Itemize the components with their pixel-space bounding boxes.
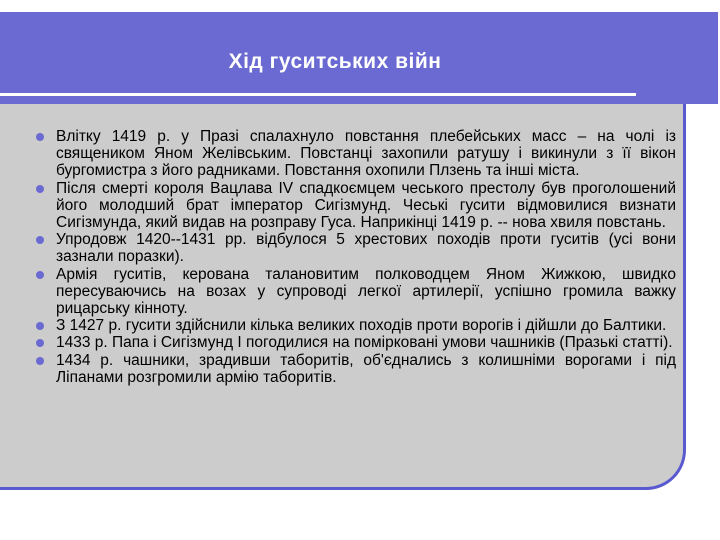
bullet-text: З 1427 р. гусити здійснили кілька великих походів проти ворогів і дійшли до Балтики. [56,317,667,335]
bullet-text: Упродовж 1420--1431 рр. відбулося 5 хрестових походів проти гуситів (усі вони зазнали поразки). [56,231,676,266]
slide-title: Хід гуситських війн [228,50,442,73]
bullet-text: 1434 р. чашники, зрадивши таборитів, об'єднались з колишніми ворогами і під Ліпанами розгромили армію таборитів. [56,351,676,386]
bullet-text: Після смерті короля Вацлава IV спадкоємцем чеського престолу був проголошений його молодший брат імператор Сигізмунд. Чеські гусити відмовилися визнати Сигізмунда, який видав на розправу Гуса. Наприкінці 1419 р. -- нова хвиля повстань. [56,179,676,232]
bullet-dot-icon [36,133,44,141]
title-band [0,12,718,104]
bullet-text: 1433 р. Папа і Сигізмунд І погодилися на помірковані умови чашників (Празькі статті). [56,334,673,352]
bullet-item [56,180,676,232]
bullet-item [56,231,676,265]
bullet-list [56,128,676,386]
bullet-dot-icon [36,357,44,365]
bullet-dot-icon [36,185,44,193]
bullet-text: Армія гуситів, керована талановитим полководцем Яном Жижкою, швидко пересуваючись на возах у супроводі легкої артилерії, успішно громила важку рицарську кінноту. [56,265,676,318]
bullet-item [56,352,676,386]
bullet-item [56,128,676,180]
bullet-text: Влітку 1419 р. у Празі спалахнуло повстання плебейських масс – на чолі із священиком Яном Желівським. Повстанці захопили ратушу і викинули з її вікон бургомистра з його радниками. Повстання охопили Плзень та інші міста. [56,128,676,180]
bullet-item [56,266,676,318]
bullet-item [56,317,676,334]
title-underline [0,93,636,96]
bullet-item [56,334,676,351]
bullet-dot-icon [36,271,44,279]
